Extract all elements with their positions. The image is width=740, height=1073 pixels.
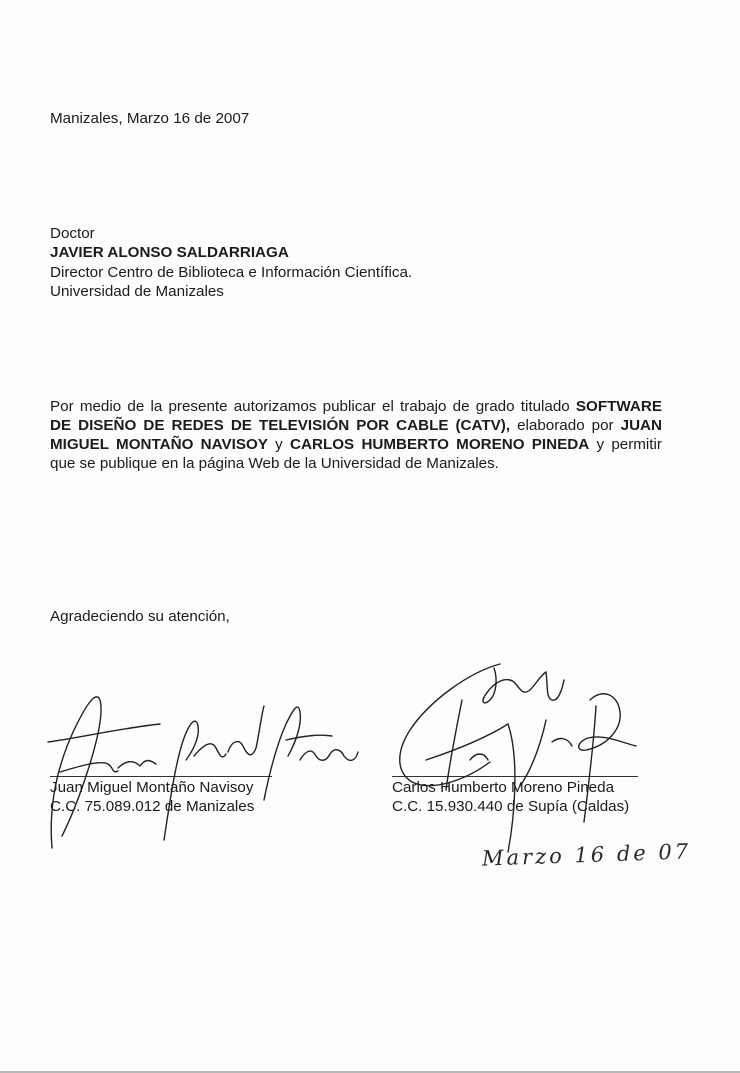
- author-2: CARLOS HUMBERTO MORENO PINEDA: [290, 436, 590, 453]
- signatory-2-id: C.C. 15.930.440 de Supía (Caldas): [392, 798, 630, 815]
- thesis-title: SOFTWARE DE DISEÑO DE REDES DE TELEVISIÓN POR CABLE (CATV),: [50, 398, 662, 434]
- body-conjunction: y: [275, 436, 283, 453]
- recipient-name: JAVIER ALONSO SALDARRIAGA: [50, 244, 289, 261]
- place-date: Manizales, Marzo 16 de 2007: [50, 110, 250, 127]
- recipient-position: Director Centro de Biblioteca e Información Científica.: [50, 264, 413, 281]
- recipient-salutation: Doctor: [50, 225, 95, 242]
- signature-1-drawing: [48, 697, 358, 848]
- signatory-1-name: Juan Miguel Montaño Navisoy: [50, 779, 254, 796]
- closing: Agradeciendo su atención,: [50, 608, 230, 625]
- recipient-institution: Universidad de Manizales: [50, 283, 224, 300]
- signatory-2-name: Carlos Humberto Moreno Pineda: [392, 779, 615, 796]
- handwritten-date: Marzo 16 de 07: [481, 839, 692, 871]
- body-intro: Por medio de la presente autorizamos publicar el trabajo de grado titulado: [50, 398, 570, 415]
- signatory-1-id: C.C. 75.089.012 de Manizales: [50, 798, 255, 815]
- body-permission: y permitir que se publique en la página Web de la Universidad de Manizales.: [50, 436, 662, 472]
- author-1: JUAN MIGUEL MONTAÑO NAVISOY: [50, 417, 662, 453]
- body-elaborated-by: elaborado por: [517, 417, 614, 434]
- signature-2-drawing: [400, 664, 636, 852]
